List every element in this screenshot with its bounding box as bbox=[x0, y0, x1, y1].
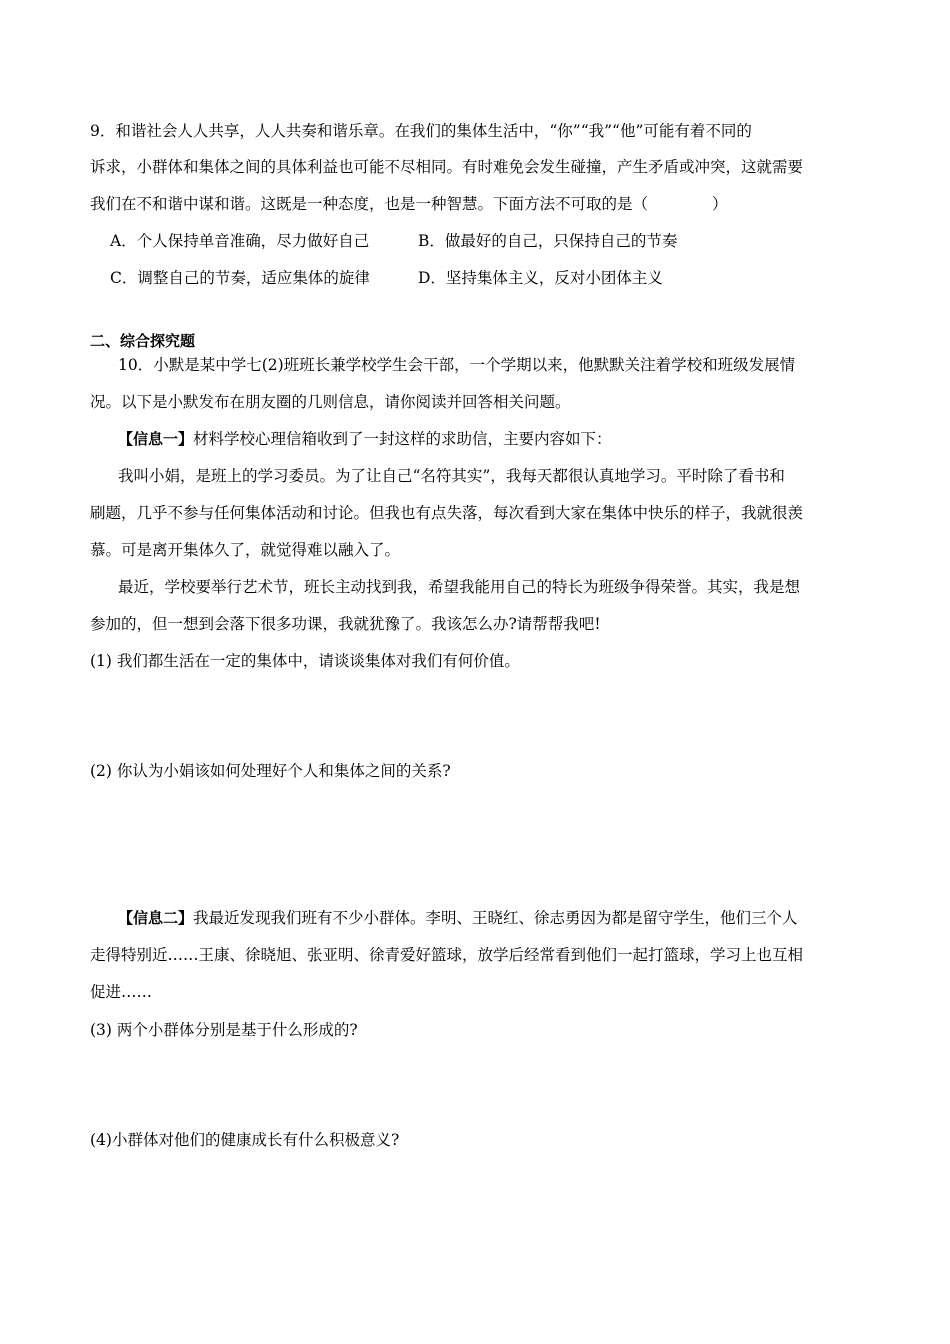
section-heading: 二、综合探究题 bbox=[90, 332, 196, 350]
info2-text-1: 我最近发现我们班有不少小群体。李明、王晓红、徐志勇因为都是留守学生，他们三个人 bbox=[193, 909, 798, 927]
q9-line-1: 9．和谐社会人人共享，人人共奏和谐乐章。在我们的集体生活中，“你”“我”“他”可能有着不同的 bbox=[90, 122, 752, 140]
letter-p2-line-2: 参加的，但一想到会落下很多功课，我就犹豫了。我该怎么办?请帮帮我吧! bbox=[90, 615, 601, 633]
q10-intro-line-1: 10．小默是某中学七(2)班班长兼学校学生会干部，一个学期以来，他默默关注着学校和班级发展情 bbox=[118, 356, 796, 374]
sub-question-2: (2) 你认为小娟该如何处理好个人和集体之间的关系? bbox=[90, 762, 451, 780]
q9-line-2: 诉求，小群体和集体之间的具体利益也可能不尽相同。有时难免会发生碰撞，产生矛盾或冲突，这就需要 bbox=[90, 158, 804, 176]
letter-p1-line-1: 我叫小娟，是班上的学习委员。为了让自己“名符其实”，我每天都很认真地学习。平时除了看书和 bbox=[118, 467, 785, 485]
q9-paren-close: ） bbox=[712, 195, 728, 213]
info1-label: 【信息一】 bbox=[118, 430, 194, 448]
q9-option-a: A．个人保持单音准确，尽力做好自己 bbox=[110, 232, 370, 250]
sub-question-1: (1) 我们都生活在一定的集体中，请谈谈集体对我们有何价值。 bbox=[90, 652, 520, 670]
q9-line-3 bbox=[90, 194, 728, 214]
info1-text: 材料学校心理信箱收到了一封这样的求助信，主要内容如下： bbox=[193, 430, 612, 448]
q9-option-b: B．做最好的自己，只保持自己的节奏 bbox=[418, 232, 678, 250]
q9-option-c: C．调整自己的节奏，适应集体的旋律 bbox=[110, 269, 370, 287]
info1-line bbox=[118, 429, 612, 449]
info2-line-2: 走得特别近……王康、徐晓旭、张亚明、徐青爱好篮球，放学后经常看到他们一起打篮球，学习上也互相 bbox=[90, 946, 804, 964]
q10-intro-line-2: 况。以下是小默发布在朋友圈的几则信息，请你阅读并回答相关问题。 bbox=[90, 393, 571, 411]
info2-label: 【信息二】 bbox=[118, 909, 194, 927]
sub-question-4: (4)小群体对他们的健康成长有什么积极意义? bbox=[90, 1131, 400, 1149]
sub-question-3: (3) 两个小群体分别是基于什么形成的? bbox=[90, 1021, 358, 1039]
q9-option-d: D．坚持集体主义，反对小团体主义 bbox=[418, 269, 663, 287]
letter-p2-line-1: 最近，学校要举行艺术节，班长主动找到我，希望我能用自己的特长为班级争得荣誉。其实，我是想 bbox=[118, 578, 801, 596]
q9-stem-end: 我们在不和谐中谋和谐。这既是一种态度，也是一种智慧。下面方法不可取的是（ bbox=[90, 195, 649, 213]
letter-p1-line-2: 刷题，几乎不参与任何集体活动和讨论。但我也有点失落，每次看到大家在集体中快乐的样子，我就很羡 bbox=[90, 504, 804, 522]
info2-line-3: 促进…… bbox=[90, 983, 153, 1001]
info2-line-1 bbox=[118, 908, 798, 928]
letter-p1-line-3: 慕。可是离开集体久了，就觉得难以融入了。 bbox=[90, 541, 401, 559]
